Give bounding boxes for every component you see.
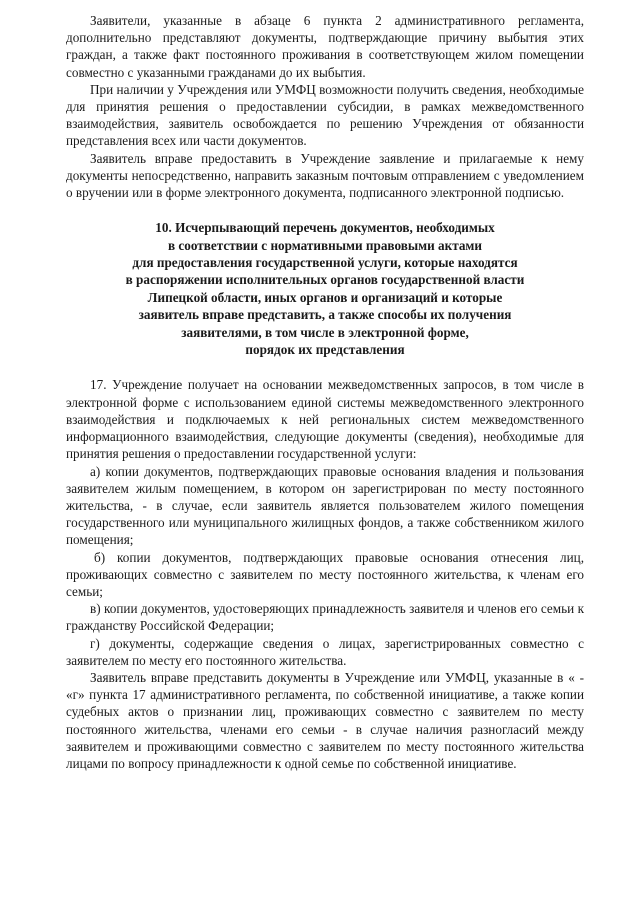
section-heading-line: 10. Исчерпывающий перечень документов, необходимых xyxy=(155,220,495,236)
section-heading-line: в распоряжении исполнительных органов государственной власти xyxy=(125,272,525,288)
list-item-b: б) копии документов, подтверждающих правовые основания отнесения лиц, проживающих совместно с заявителем по месту постоянного жительства, к членам его семьи; xyxy=(66,549,584,599)
section-heading-line: в соответствии с нормативными правовыми актами xyxy=(167,237,483,253)
document-page xyxy=(66,12,584,772)
intro-paragraph-3: Заявитель вправе предоставить в Учреждение заявление и прилагаемые к нему документы непосредственно, направить заказным почтовым отправлением с уведомлением о вручении или в форме электронного документа, подписанного электронной подписью. xyxy=(66,150,584,201)
intro-paragraph-1: Заявители, указанные в абзаце 6 пункта 2 административного регламента, дополнительно представляют документы, подтверждающие причину выбытия этих граждан, а также факт постоянного проживания в соответствующем жилом помещении совместно с указанными гражданами до их выбытия. xyxy=(66,13,584,80)
section-heading xyxy=(66,219,584,358)
section-heading-line: порядок их представления xyxy=(245,342,405,358)
paragraph-17: 17. Учреждение получает на основании межведомственных запросов, в том числе в электронной форме с использованием единой системы межведомственного электронного взаимодействия и подключаемых к ней региональных систем межведомственного информационного взаимодействия, следующие документы (сведения), необходимые для принятия решения о предоставлении государственной услуги: xyxy=(66,377,584,462)
closing-paragraph: Заявитель вправе представить документы в Учреждение или УМФЦ, указанные в « - «г» пункта 17 административного регламента, по собственной инициативе, а также копии судебных актов о признании лиц, проживающих совместно с заявителем по месту постоянного жительства, членами его семьи - в случае наличия разногласий между заявителем и проживающими совместно с заявителем по месту постоянного жительства лицами по вопросу принадлежности к одной семье по собственной инициативе. xyxy=(66,669,584,771)
intro-paragraph-2: При наличии у Учреждения или УМФЦ возможности получить сведения, необходимые для принятия решения о предоставлении субсидии, в рамках межведомственного взаимодействия, заявитель освобождается по решению Учреждения от обязанности представления всех или части документов. xyxy=(66,81,584,149)
list-item-g: г) документы, содержащие сведения о лицах, зарегистрированных совместно с заявителем по месту его постоянного жительства. xyxy=(66,635,584,668)
section-heading-line: Липецкой области, иных органов и организаций и которые xyxy=(147,289,503,305)
list-item-a: а) копии документов, подтверждающих правовые основания владения и пользования заявителем жилым помещением, в котором он зарегистрирован по месту постоянного жительства, - в случае, если заявитель является пользователем жилого помещения государственного или муниципального жилищных фондов, а также собственником жилого помещения; xyxy=(66,463,584,548)
section-heading-line: для предоставления государственной услуги, которые находятся xyxy=(132,255,518,271)
section-heading-line: заявителями, в том числе в электронной форме, xyxy=(181,324,469,340)
section-heading-line: заявитель вправе представить, а также способы их получения xyxy=(138,307,512,323)
list-item-v: в) копии документов, удостоверяющих принадлежность заявителя и членов его семьи к гражданству Российской Федерации; xyxy=(66,601,584,634)
